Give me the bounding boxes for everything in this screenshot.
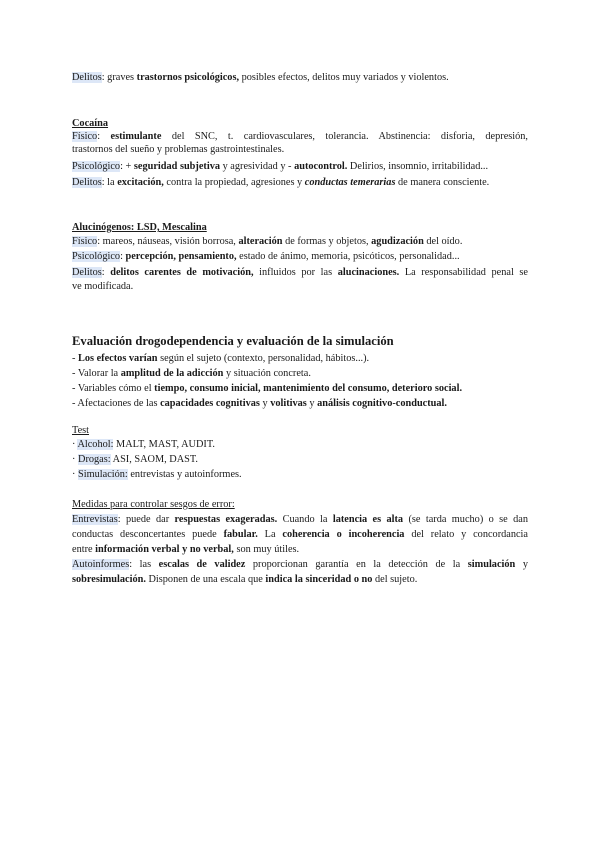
evaluacion-heading: Evaluación drogodependencia y evaluación de la simulación [72, 334, 394, 348]
bold-text: simulación [467, 559, 516, 570]
bold-text: capacidades cognitivas [160, 398, 260, 409]
bold-text: delitos carentes de motivación, [110, 267, 254, 278]
entrevistas-line-2 [72, 528, 528, 541]
bold-text: agudización [371, 236, 424, 247]
aluc-fisico-line [72, 235, 528, 248]
text: : la [101, 177, 118, 188]
aluc-delitos-line-2: ve modificada. [72, 281, 134, 292]
bold-text: escalas de validez [158, 559, 246, 570]
cocaina-fisico-line-1 [72, 130, 528, 143]
text: : mareos, náuseas, visión borrosa, [97, 236, 239, 247]
aluc-psicologico-line [72, 250, 528, 263]
bold-text: indica la sinceridad o no [265, 574, 373, 585]
text: influidos por las [253, 267, 338, 278]
text: conductas desconcertantes puede [72, 529, 224, 540]
text: - Variables cómo el [72, 383, 155, 394]
bold-text: amplitud de la adicción [120, 368, 224, 379]
bold-text: latencia es alta [332, 514, 404, 525]
autoinformes-line-2 [72, 573, 528, 586]
text: y [306, 398, 318, 409]
psicologico-label: Psicológico [72, 251, 121, 262]
bold-text: conductas temerarias [304, 177, 396, 188]
text: - [72, 353, 79, 364]
text: - Afectaciones de las [72, 398, 161, 409]
text: son muy útiles. [233, 544, 300, 555]
text: y agresividad y - [220, 161, 295, 172]
text: : graves [101, 72, 137, 83]
aluc-delitos-line-1 [72, 266, 528, 279]
alucinogenos-heading: Alucinógenos: LSD, Mescalina [72, 222, 207, 233]
bold-text: alteración [238, 236, 283, 247]
text: (se tarda mucho) o se dan [403, 514, 528, 525]
text: y [259, 398, 271, 409]
text: del relato y concordancia [404, 529, 528, 540]
text: La responsabilidad penal se [399, 267, 528, 278]
bold-text: estimulante [110, 131, 162, 142]
bullet: · [72, 469, 79, 480]
bold-text: respuestas exageradas. [174, 514, 278, 525]
drogas-label: Drogas: [78, 454, 111, 465]
cocaina-psicologico-line [72, 160, 528, 173]
bold-text: autocontrol. [294, 161, 348, 172]
text: Disponen de una escala que [145, 574, 266, 585]
delitos-label: Delitos [72, 177, 102, 188]
simulacion-label: Simulación: [78, 469, 128, 480]
psicologico-label: Psicológico [72, 161, 121, 172]
bold-text: trastornos psicológicos, [136, 72, 240, 83]
text: de formas y objetos, [282, 236, 372, 247]
eval-bullet-1 [72, 352, 528, 365]
text: Cuando la [277, 514, 333, 525]
text: según el sujeto (contexto, personalidad, hábitos...). [157, 353, 370, 364]
bold-text: alucinaciones. [337, 267, 400, 278]
eval-bullet-4 [72, 397, 528, 410]
bold-text: volitivas [270, 398, 307, 409]
text: La [257, 529, 283, 540]
bold-text: excitación, [117, 177, 164, 188]
delitos-line [72, 71, 528, 84]
text: MALT, MAST, AUDIT. [113, 439, 215, 450]
eval-bullet-3 [72, 382, 528, 395]
bold-text: Los efectos varían [78, 353, 158, 364]
bullet: · [72, 439, 78, 450]
text: y situación concreta. [223, 368, 311, 379]
delitos-label: Delitos [72, 72, 102, 83]
text: : puede dar [117, 514, 175, 525]
autoinformes-label: Autoinformes [72, 559, 130, 570]
entrevistas-line-3 [72, 543, 528, 556]
bold-text: información verbal y no verbal, [95, 544, 234, 555]
bold-text: coherencia o incoherencia [282, 529, 405, 540]
fisico-label: Físico [72, 131, 98, 142]
text: : [101, 267, 111, 278]
entrevistas-label: Entrevistas [72, 514, 118, 525]
test-alcohol-line [72, 438, 528, 451]
text: del oído. [423, 236, 463, 247]
text: contra la propiedad, agresiones y [163, 177, 305, 188]
eval-bullet-2 [72, 367, 528, 380]
autoinformes-line-1 [72, 558, 528, 571]
medidas-heading: Medidas para controlar sesgos de error: [72, 499, 235, 510]
text: entrevistas y autoinformes. [127, 469, 242, 480]
text: : + [120, 161, 134, 172]
bold-text: tiempo, consumo inicial, mantenimiento del consumo, deterioro social. [154, 383, 463, 394]
text: : [97, 131, 111, 142]
alcohol-label: Alcohol: [77, 439, 114, 450]
cocaina-delitos-line [72, 176, 528, 189]
test-heading: Test [72, 425, 90, 436]
text: del sujeto. [372, 574, 418, 585]
text: del SNC, t. cardiovasculares, tolerancia. Abstinencia: disforia, depresión, [161, 131, 529, 142]
text: posibles efectos, delitos muy variados y violentos. [239, 72, 449, 83]
bold-text: análisis cognitivo-conductual. [317, 398, 447, 409]
fisico-label: Físico [72, 236, 98, 247]
cocaina-fisico-line-2: trastornos del sueño y problemas gastrointestinales. [72, 144, 285, 155]
text: ASI, SAOM, DAST. [110, 454, 198, 465]
delitos-label: Delitos [72, 267, 102, 278]
bold-text: percepción, pensamiento, [125, 251, 237, 262]
bold-text: fabular. [223, 529, 258, 540]
test-drogas-line [72, 453, 528, 466]
text: y [515, 559, 528, 570]
test-simulacion-line [72, 468, 528, 481]
text: : las [129, 559, 159, 570]
entrevistas-line-1 [72, 513, 528, 526]
bullet: · [72, 454, 79, 465]
text: proporcionan garantía en la detección de la [245, 559, 468, 570]
cocaina-heading: Cocaína [72, 118, 109, 129]
bold-text: seguridad subjetiva [133, 161, 220, 172]
text: Delirios, insomnio, irritabilidad... [347, 161, 489, 172]
text: entre [72, 544, 96, 555]
text: estado de ánimo, memoria, psicóticos, personalidad... [236, 251, 460, 262]
bold-text: sobresimulación. [72, 574, 146, 585]
text: de manera consciente. [395, 177, 490, 188]
text: - Valorar la [72, 368, 121, 379]
text: : [120, 251, 126, 262]
